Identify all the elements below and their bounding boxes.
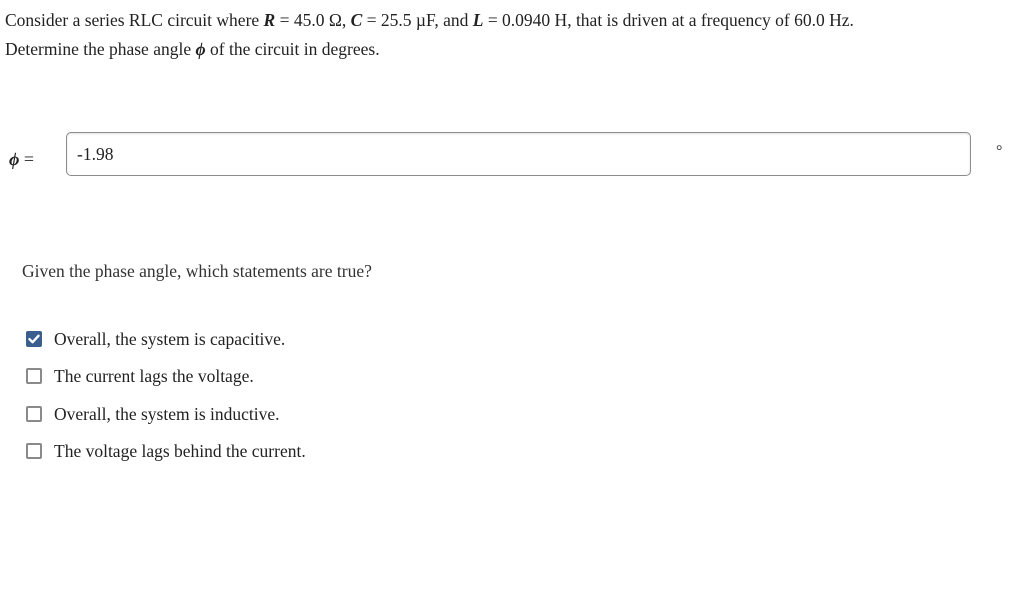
answer-label (9, 146, 34, 172)
question-text-segment: Determine the phase angle (5, 39, 196, 59)
option-label: Overall, the system is inductive. (54, 403, 280, 424)
option-capacitive[interactable] (26, 320, 306, 358)
checkbox-icon[interactable] (26, 368, 42, 384)
option-label: The current lags the voltage. (54, 366, 254, 387)
question-text-segment: of the circuit in degrees. (205, 39, 380, 59)
checkbox-checked-icon[interactable] (26, 331, 42, 347)
option-current-lags[interactable] (26, 358, 306, 396)
question-text-segment: Consider a series RLC circuit where (5, 10, 264, 30)
variable-phi: ϕ (195, 39, 206, 59)
degree-unit: ° (996, 143, 1003, 160)
option-voltage-lags[interactable] (26, 433, 306, 471)
question-line-2 (5, 35, 1015, 64)
resistance-value: = 45.0 Ω, (275, 10, 351, 30)
statements-prompt: Given the phase angle, which statements are true? (22, 261, 372, 281)
variable-c: C (350, 10, 363, 30)
option-label: The voltage lags behind the current. (54, 441, 306, 462)
question-line-1 (5, 6, 1015, 35)
option-label: Overall, the system is capacitive. (54, 328, 286, 349)
checkbox-icon[interactable] (26, 443, 42, 459)
phase-angle-input[interactable] (66, 132, 971, 176)
variable-r: R (263, 10, 276, 30)
variable-l: L (472, 10, 484, 30)
answer-label-equals: = (19, 149, 35, 169)
capacitance-value: = 25.5 µF, and (362, 10, 473, 30)
question-text (5, 6, 1015, 64)
statements-options (26, 320, 306, 470)
answer-label-variable: ϕ (9, 149, 20, 169)
checkbox-icon[interactable] (26, 406, 42, 422)
option-inductive[interactable] (26, 395, 306, 433)
inductance-frequency-value: = 0.0940 H, that is driven at a frequency of 60.0 Hz. (483, 10, 854, 30)
